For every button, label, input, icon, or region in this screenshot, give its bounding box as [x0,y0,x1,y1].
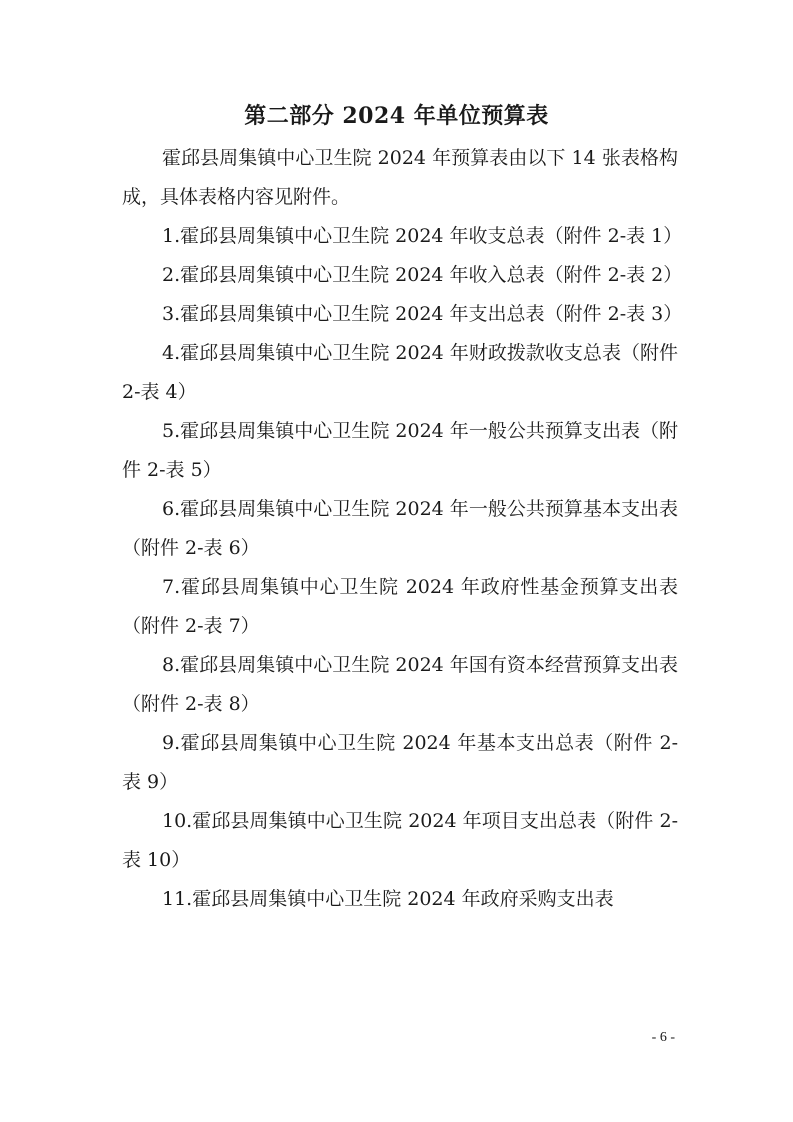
page-title: 第二部分 2024 年单位预算表 [244,103,549,129]
list-item: 5.霍邱县周集镇中心卫生院 2024 年一般公共预算支出表（附件 2-表 5） [122,420,678,481]
list-item: 3.霍邱县周集镇中心卫生院 2024 年支出总表（附件 2-表 3） [162,303,683,325]
page-number: - 6 - [651,1030,675,1045]
list-item: 8.霍邱县周集镇中心卫生院 2024 年国有资本经营预算支出表（附件 2-表 8） [122,654,678,715]
list-item: 6.霍邱县周集镇中心卫生院 2024 年一般公共预算基本支出表（附件 2-表 6） [122,498,678,559]
document-body [122,139,683,919]
intro-paragraph: 霍邱县周集镇中心卫生院 2024 年预算表由以下 14 张表格构成，具体表格内容见附件。 [122,147,678,208]
list-item: 2.霍邱县周集镇中心卫生院 2024 年收入总表（附件 2-表 2） [162,264,683,286]
list-item: 9.霍邱县周集镇中心卫生院 2024 年基本支出总表（附件 2-表 9） [122,732,678,793]
list-item: 4.霍邱县周集镇中心卫生院 2024 年财政拨款收支总表（附件 2-表 4） [122,342,678,403]
list-item: 10.霍邱县周集镇中心卫生院 2024 年项目支出总表（附件 2-表 10） [122,810,678,871]
list-item: 1.霍邱县周集镇中心卫生院 2024 年收支总表（附件 2-表 1） [162,225,683,247]
list-item: 11.霍邱县周集镇中心卫生院 2024 年政府采购支出表 [162,888,614,910]
list-item: 7.霍邱县周集镇中心卫生院 2024 年政府性基金预算支出表（附件 2-表 7） [122,576,678,637]
